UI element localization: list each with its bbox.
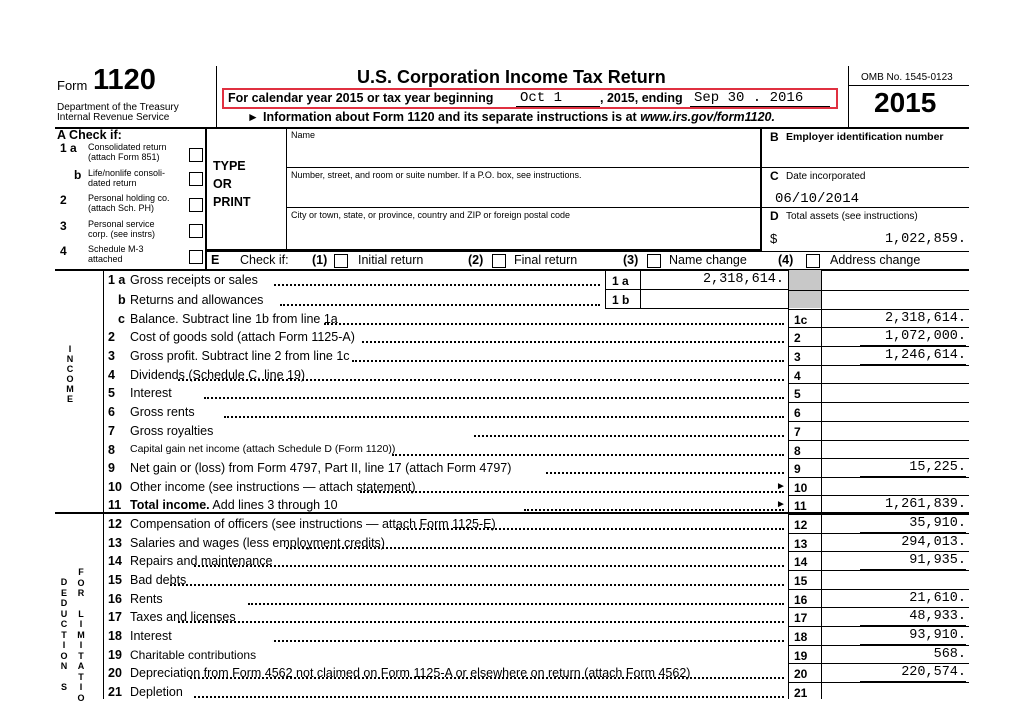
- line-amount[interactable]: 1,246,614.: [884, 348, 966, 363]
- name-field-label: Name: [291, 130, 316, 140]
- form-number: 1120: [93, 64, 156, 96]
- check-item-num: 3: [60, 219, 67, 233]
- dot-leader: [178, 367, 784, 381]
- line-ref: 3: [794, 350, 801, 364]
- line-number: 10: [108, 480, 122, 494]
- line-description: Returns and allowances: [130, 293, 264, 307]
- check-item-num: 2: [60, 193, 67, 207]
- line-number: 16: [108, 592, 122, 606]
- arrow-icon: ►: [776, 481, 786, 492]
- dot-leader: [224, 404, 784, 418]
- line-description: Gross rents: [130, 405, 195, 419]
- line-amount[interactable]: 2,318,614.: [884, 311, 966, 326]
- line-ref: 12: [794, 518, 808, 532]
- line-description: Dividends (Schedule C, line 19): [130, 368, 306, 382]
- line-number: 17: [108, 610, 122, 624]
- e-opt4-num: (4): [778, 253, 794, 267]
- check-item-text: Personal service: [88, 219, 155, 229]
- line-1a-ref: 1 a: [612, 274, 629, 288]
- line-number: 3: [108, 349, 115, 363]
- line-ref: 14: [794, 555, 808, 569]
- dot-leader: [324, 311, 784, 325]
- check-if-title: A Check if:: [57, 128, 122, 142]
- dot-leader: [392, 442, 784, 456]
- check-item-text: (attach Form 851): [88, 152, 160, 162]
- line-amount[interactable]: 1,261,839.: [884, 497, 966, 512]
- line-ref: 1c: [794, 313, 808, 327]
- dot-leader: [190, 665, 784, 679]
- line-number: 14: [108, 554, 122, 568]
- dot-leader: [248, 591, 784, 605]
- tax-year-begin[interactable]: Oct 1: [520, 90, 563, 106]
- line-number: 2: [108, 330, 115, 344]
- shaded-cell: [789, 270, 821, 308]
- check-item-text: Consolidated return: [88, 142, 167, 152]
- dot-leader: [360, 479, 784, 493]
- tax-year-mid: , 2015, ending: [600, 91, 683, 105]
- arrow-icon: ►: [247, 110, 259, 124]
- line-description: Gross receipts or sales: [130, 273, 258, 287]
- line-description: Depletion: [130, 685, 183, 699]
- street-field-label: Number, street, and room or suite number. If a P.O. box, see instructions.: [291, 170, 582, 180]
- line-description: Salaries and wages (less employment credits): [130, 536, 385, 550]
- check-item-text: (attach Sch. PH): [88, 203, 155, 213]
- tax-year: 2015: [874, 87, 937, 118]
- name-change-label: Name change: [669, 253, 747, 267]
- line-number: 15: [108, 573, 122, 587]
- initial-return-label: Initial return: [358, 253, 424, 267]
- schedule-m3-checkbox[interactable]: [189, 250, 203, 264]
- line-1b-ref: 1 b: [612, 293, 630, 307]
- dot-leader: [286, 535, 784, 549]
- dot-leader: [170, 572, 784, 586]
- check-item-num: 4: [60, 244, 67, 258]
- check-item-text: corp. (see instrs): [88, 229, 156, 239]
- dollar-sign: $: [770, 231, 778, 246]
- line-amount[interactable]: 220,574.: [901, 665, 966, 680]
- date-incorporated-value[interactable]: 06/10/2014: [775, 191, 860, 207]
- d-label: D: [770, 209, 779, 223]
- dot-leader: [362, 329, 784, 343]
- line-number: 20: [108, 666, 122, 680]
- line-ref: 10: [794, 481, 808, 495]
- line-number: 9: [108, 461, 115, 475]
- line-description: Interest: [130, 629, 172, 643]
- info-url[interactable]: www.irs.gov/form1120.: [640, 110, 775, 124]
- line-description: Balance. Subtract line 1b from line 1a: [130, 312, 338, 326]
- ein-label: Employer identification number: [786, 131, 944, 143]
- line-number: 7: [108, 424, 115, 438]
- line-ref: 4: [794, 369, 801, 383]
- line-ref: 9: [794, 462, 801, 476]
- dept-line2: Internal Revenue Service: [57, 112, 170, 123]
- line-number: 5: [108, 386, 115, 400]
- line-ref: 19: [794, 649, 808, 663]
- line-description: Net gain or (loss) from Form 4797, Part II, line 17 (attach Form 4797): [130, 461, 512, 475]
- line-ref: 20: [794, 667, 808, 681]
- final-return-label: Final return: [514, 253, 578, 267]
- line-number: 19: [108, 648, 122, 662]
- line-description: Capital gain net income (attach Schedule D (Form 1120)): [130, 443, 396, 455]
- line-number: 1 a: [108, 273, 126, 287]
- line-description: Compensation of officers (see instructions — attach Form 1125-E): [130, 517, 496, 531]
- line-ref: 13: [794, 537, 808, 551]
- dot-leader: [352, 348, 784, 362]
- dot-leader: [274, 272, 600, 286]
- line-description: Bad debts: [130, 573, 187, 587]
- line-number: 4: [108, 368, 115, 382]
- consolidated-return-checkbox[interactable]: [189, 148, 203, 162]
- line-description: Cost of goods sold (attach Form 1125-A): [130, 330, 355, 344]
- total-assets-value[interactable]: 1,022,859.: [884, 232, 966, 247]
- e-opt2-num: (2): [468, 253, 484, 267]
- line-ref: 8: [794, 444, 801, 458]
- line-ref: 21: [794, 686, 808, 700]
- form-word: Form: [57, 78, 88, 93]
- line-amount[interactable]: 294,013.: [901, 535, 966, 550]
- line-number: 13: [108, 536, 122, 550]
- dot-leader: [194, 684, 784, 698]
- line-ref: 17: [794, 611, 808, 625]
- dot-leader: [274, 628, 784, 642]
- check-item-num: 1 a: [60, 141, 77, 155]
- line-description: [130, 498, 338, 512]
- print-label: PRINT: [213, 195, 251, 209]
- tax-year-end[interactable]: Sep 30 . 2016: [694, 90, 804, 106]
- name-change-checkbox[interactable]: [647, 254, 661, 268]
- line-ref: 18: [794, 630, 808, 644]
- line-description: Rents: [130, 592, 163, 606]
- line-number: 6: [108, 405, 115, 419]
- initial-return-checkbox[interactable]: [334, 254, 348, 268]
- type-label: TYPE: [213, 159, 246, 173]
- e-opt1-num: (1): [312, 253, 328, 267]
- line-number: b: [118, 293, 126, 307]
- or-label: OR: [213, 177, 232, 191]
- check-item-text: dated return: [88, 178, 137, 188]
- line-amount[interactable]: 48,933.: [909, 609, 966, 624]
- c-label: C: [770, 169, 779, 183]
- line-amount[interactable]: 15,225.: [909, 460, 966, 475]
- line-ref: 5: [794, 387, 801, 401]
- city-field-label: City or town, state, or province, country and ZIP or foreign postal code: [291, 210, 570, 220]
- line-description: Repairs and maintenance: [130, 554, 273, 568]
- omb-number: OMB No. 1545-0123: [861, 72, 953, 83]
- line-description: Charitable contributions: [130, 648, 257, 662]
- dot-leader: [396, 516, 784, 530]
- income-side-label: I N C O M E: [66, 344, 74, 404]
- line-number: 18: [108, 629, 122, 643]
- total-assets-label: Total assets (see instructions): [786, 211, 918, 222]
- line-description: Taxes and licenses: [130, 610, 236, 624]
- line-ref: 16: [794, 593, 808, 607]
- line-number: 8: [108, 443, 115, 457]
- life-nonlife-checkbox[interactable]: [189, 172, 203, 186]
- personal-holding-checkbox[interactable]: [189, 198, 203, 212]
- b-label: B: [770, 130, 779, 144]
- dot-leader: [280, 292, 600, 306]
- dot-leader: [204, 385, 784, 399]
- info-text: Information about Form 1120 and its separate instructions is at: [263, 110, 637, 124]
- line-number: 21: [108, 685, 122, 699]
- line-amount[interactable]: 568.: [933, 647, 966, 662]
- check-item-text: Life/nonlife consoli-: [88, 168, 166, 178]
- line-amount[interactable]: 91,935.: [909, 553, 966, 568]
- line-number: c: [118, 312, 125, 326]
- line-description: Gross profit. Subtract line 2 from line 1c: [130, 349, 350, 363]
- address-change-checkbox[interactable]: [806, 254, 820, 268]
- line-description: Other income (see instructions — attach statement): [130, 480, 416, 494]
- line-amount[interactable]: 21,610.: [909, 591, 966, 606]
- line-description: Gross royalties: [130, 424, 214, 438]
- date-incorporated-label: Date incorporated: [786, 171, 866, 182]
- line-number: 12: [108, 517, 122, 531]
- check-item-num: b: [74, 168, 82, 182]
- check-item-text: Schedule M-3: [88, 244, 144, 254]
- line-1a-value[interactable]: 2,318,614.: [702, 272, 784, 287]
- e-opt3-num: (3): [623, 253, 639, 267]
- line-description: Depreciation from Form 4562 not claimed on Form 1125-A or elsewhere on return (attach Form 4562): [130, 666, 691, 680]
- line-amount[interactable]: 1,072,000.: [884, 329, 966, 344]
- form-title: U.S. Corporation Income Tax Return: [357, 67, 666, 87]
- tax-year-prefix: For calendar year 2015 or tax year beginning: [228, 91, 494, 105]
- check-item-text: Personal holding co.: [88, 193, 170, 203]
- line-ref: 6: [794, 406, 801, 420]
- final-return-checkbox[interactable]: [492, 254, 506, 268]
- line-ref: 11: [794, 499, 807, 513]
- dot-leader: [474, 423, 784, 437]
- dot-leader: [524, 497, 784, 511]
- e-check-if: Check if:: [240, 253, 289, 267]
- e-label: E: [211, 253, 220, 267]
- line-description-bold: Total income.: [130, 498, 210, 512]
- line-number: 11: [108, 498, 122, 512]
- dot-leader: [546, 460, 784, 474]
- arrow-icon: ►: [776, 499, 786, 510]
- line-description: Interest: [130, 386, 172, 400]
- line-amount[interactable]: 35,910.: [909, 516, 966, 531]
- check-item-text: attached: [88, 254, 123, 264]
- line-ref: 2: [794, 331, 801, 345]
- dot-leader: [194, 553, 784, 567]
- name-address-box: [205, 127, 762, 251]
- personal-service-checkbox[interactable]: [189, 224, 203, 238]
- limitations-side-label: F O R L I M I T A T I O: [77, 567, 85, 703]
- dept-line1: Department of the Treasury: [57, 102, 179, 113]
- dot-leader: [178, 609, 784, 623]
- deductions-side-label: D E D U C T I O N S: [60, 577, 68, 692]
- line-ref: 15: [794, 574, 808, 588]
- line-description-rest: Add lines 3 through 10: [209, 498, 338, 512]
- address-change-label: Address change: [830, 253, 921, 267]
- line-ref: 7: [794, 425, 801, 439]
- line-amount[interactable]: 93,910.: [909, 628, 966, 643]
